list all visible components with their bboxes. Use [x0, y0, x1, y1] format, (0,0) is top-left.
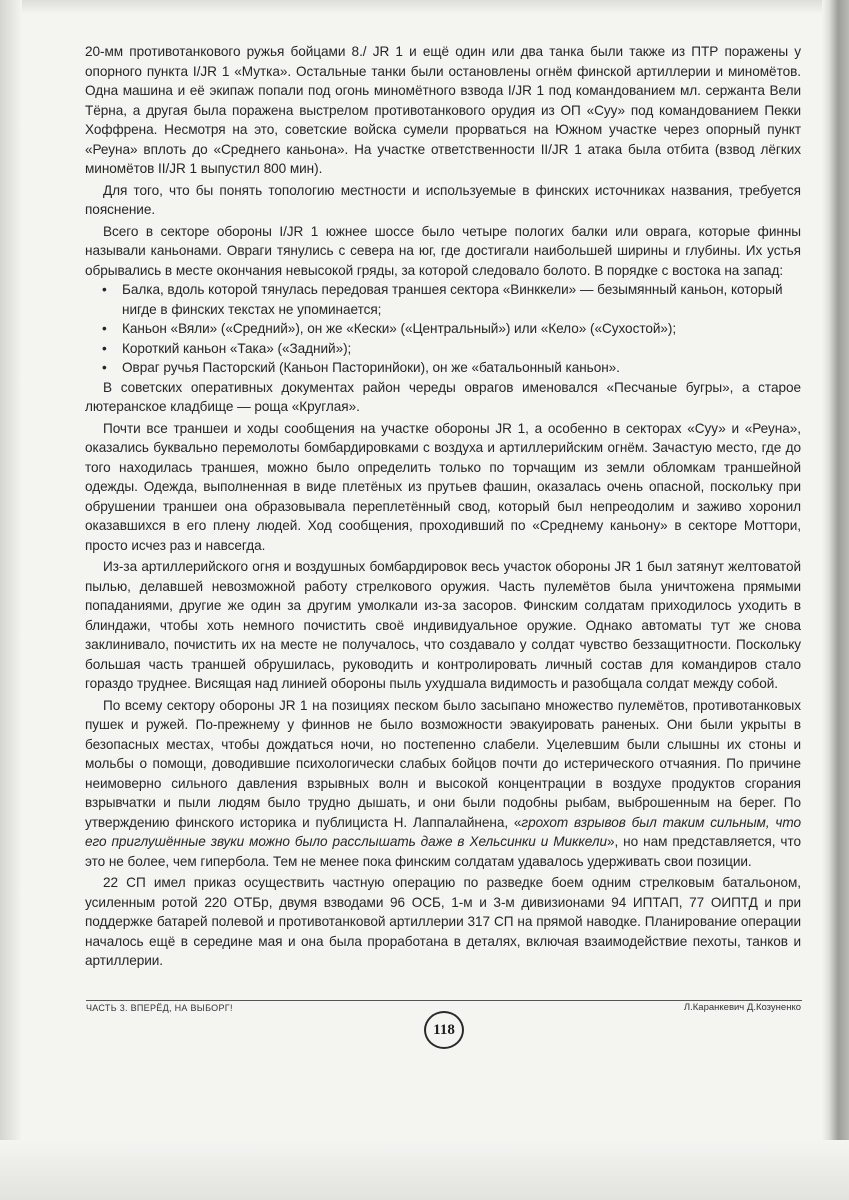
quote-lead-text: По всему сектору обороны JR 1 на позициях песком было засыпано множество пулемётов, противотанковых пушек и ружей. По-прежнему у финнов не было возможности эвакуировать раненых. Они были укрыты в безопасных местах, чтобы дождаться ночи, но постепенно слабели. Уцелевшим были слышны их стоны и мольбы о помощи, доводившие психологически слабых бойцов почти до истерического отчаяния. По причине неимоверно сильного давления взрывных волн и высокой концентрации в воздухе продуктов сгорания взрывчатки и пыли людям было трудно дышать, и они были подобны рыбам, выброшенным на берег. По утверждению финского историка и публициста Н. Лаппалайнена, « [85, 697, 801, 830]
body-text [85, 42, 801, 971]
paragraph: Всего в секторе обороны I/JR 1 южнее шоссе было четыре пологих балки или оврага, которые финны называли каньонами. Овраги тянулись с севера на юг, где достигали наибольшей ширины и глубины. Их устья обрывались в месте окончания невысокой гряды, за которой следовало болото. В порядке с востока на запад: [85, 223, 801, 278]
canyon-list [85, 280, 801, 378]
footer-authors: Л.Каранкевич Д.Козуненко [683, 1002, 801, 1013]
paragraph: 20-мм противотанкового ружья бойцами 8./ JR 1 и ещё один или два танка были также из ПТР поражены у опорного пункта I/JR 1 «Мутка». Остальные танки были остановлены огнём финской артиллерии и миномётов. Одна машина и её экипаж попали под огонь миномётного взвода I/JR 1 под командованием мл. сержанта Вели Тёрна, а другая была поражена выстрелом противотанкового орудия из ОП «Суу» под командованием Пекки Хоффрена. Несмотря на это, советские войска сумели прорваться на Южном участке через опорный пункт «Реуна» вплоть до «Среднего каньона». На участке ответственности II/JR 1 атака была отбита (взвод лёгких миномётов II/JR 1 выпустил 800 мин). [85, 44, 801, 176]
list-item: • Овраг ручья Пасторский (Каньон Пасторинйоки), он же «батальонный каньон». [85, 358, 801, 378]
paragraph: Почти все траншеи и ходы сообщения на участке обороны JR 1, а особенно в секторах «Суу» и «Реуна», оказались буквально перемолоты бомбардировками с воздуха и артиллерийским огнём. Зачастую место, где до того находилась траншея, можно было определить только по торчащим из земли обломкам траншейной одежды. Одежда, выполненная в виде плетёных из прутьев фашин, оказалась очень опасной, поскольку при обрушении траншеи она образовывала переплетённый свод, который был непреодолим и заживо хоронил оказавшихся в его плену людей. Ход сообщения, проходивший по «Среднему каньону» в секторе Моттори, просто исчез раз и навсегда. [85, 420, 801, 553]
footer-chapter-title: ЧАСТЬ 3. ВПЕРЁД, НА ВЫБОРГ! [86, 1003, 233, 1013]
paragraph: Из-за артиллерийского огня и воздушных бомбардировок весь участок обороны JR 1 был затянут желтоватой пылью, делавшей невозможной работу стрелкового оружия. Часть пулемётов была уничтожена прямыми попаданиями, другие же один за другим умолкали из-за засоров. Финским солдатам приходилось уходить в блиндажи, чтобы хоть немного почистить своё индивидуальное оружие. Однако автоматы тут же снова заклинивало, почистить их на месте не получалось, что создавало у солдат чувство беззащитности. Поскольку большая часть траншей обрушилась, руководить и контролировать личный состав для командиров стало гораздо труднее. Висящая над линией обороны пыль ухудшала видимость и разобщала солдат между собой. [85, 559, 801, 691]
page-edge-shadow [822, 0, 849, 1200]
quote-trail-text: », но нам представляется, что это не более, чем гипербола. Тем не менее пока финским солдатам удавалось удерживать свои позиции. [85, 834, 802, 869]
paragraph: 22 СП имел приказ осуществить частную операцию по разведке боем одним стрелковым батальоном, усиленным ротой 220 ОТБр, двумя взводами 96 ОСБ, 1-м и 3-м дивизионами 94 ИПТАП, 77 ОИПТД и при поддержке батарей полевой и противотанковой артиллерии 317 СП на прямой наводке. Планирование операции началось ещё в середине мая и она была проработана в деталях, включая взаимодействие пехоты, танков и артиллерии. [85, 875, 801, 968]
page-number: 118 [424, 1011, 464, 1049]
scan-edge-top [0, 0, 849, 14]
list-item: • Каньон «Вяли» («Средний»), он же «Кески» («Центральный») или «Кело» («Сухостой»); [85, 319, 801, 339]
list-item: • Короткий каньон «Така» («Задний»); [85, 339, 801, 359]
italic-quote: грохот взрывов был таким сильным, что его приглушённые звуки можно было расслышать даже в Хельсинки и Миккели [85, 814, 801, 849]
page-bottom-shade [0, 1140, 849, 1200]
paragraph: В советских оперативных документах район череды оврагов именовался «Песчаные бугры», а старое лютеранское кладбище — роща «Круглая». [85, 379, 801, 414]
paragraph-with-quote [85, 696, 801, 872]
scan-edge-left [0, 0, 22, 1200]
paragraph: Для того, что бы понять топологию местности и используемые в финских источниках названия, требуется пояснение. [85, 182, 801, 217]
list-item: • Балка, вдоль которой тянулась передовая траншея сектора «Винккели» — безымянный каньон, который нигде в финских текстах не упоминается; [85, 280, 801, 319]
footer-divider [86, 1000, 802, 1001]
